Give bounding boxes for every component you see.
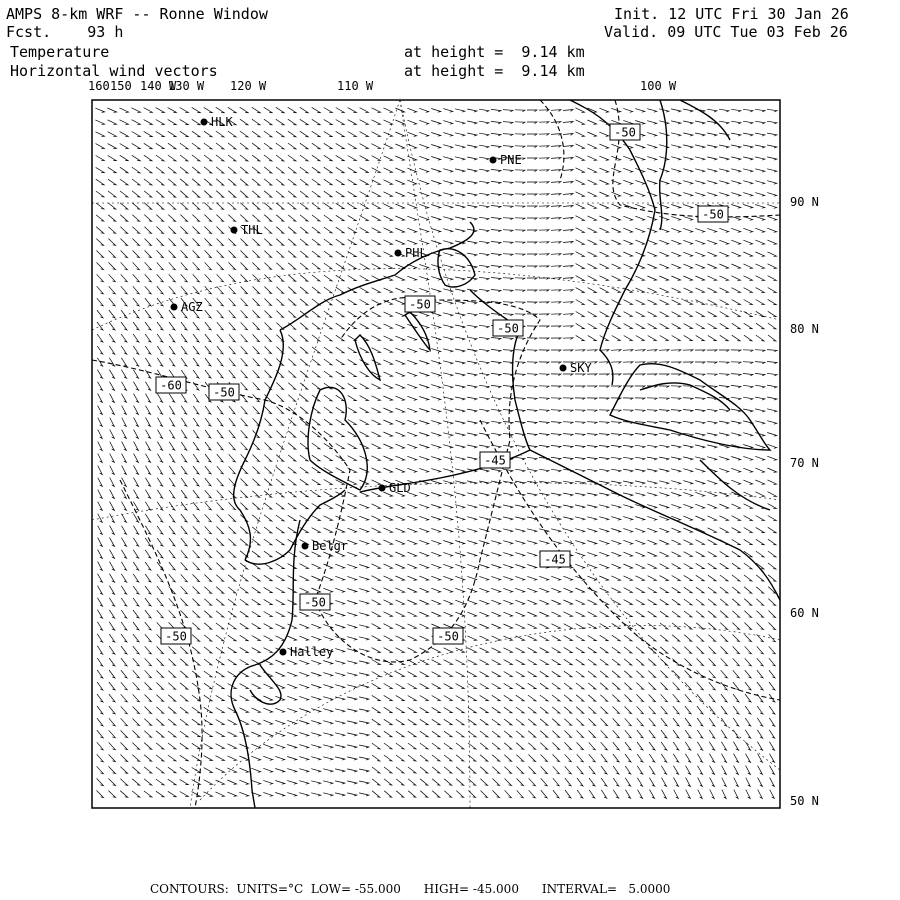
contour-label: -50 <box>409 297 431 312</box>
station-dot <box>560 365 567 372</box>
station-dot <box>395 250 402 257</box>
station-label: HLK <box>211 115 233 129</box>
contour-label: -50 <box>437 629 459 644</box>
field-temperature-label: Temperature <box>10 43 110 61</box>
valid-time: Valid. 09 UTC Tue 03 Feb 26 <box>604 23 848 41</box>
station-dot <box>280 649 287 656</box>
contour-label: -50 <box>165 629 187 644</box>
lon-label: 150 <box>110 79 132 93</box>
station-dot <box>201 119 208 126</box>
contour-label: -50 <box>213 385 235 400</box>
station-dot <box>231 227 238 234</box>
field-temperature-height: at height = 9.14 km <box>404 43 585 61</box>
station-dot <box>490 157 497 164</box>
lat-label: 80 N <box>790 322 819 336</box>
right-latitude-labels <box>790 195 819 808</box>
init-time: Init. 12 UTC Fri 30 Jan 26 <box>614 5 849 23</box>
wind-vectors <box>95 107 777 798</box>
contour-label: -50 <box>497 321 519 336</box>
lat-label: 90 N <box>790 195 819 209</box>
station-label: GLD <box>389 481 411 495</box>
station-label: PNE <box>500 153 522 167</box>
contour-label: -50 <box>304 595 326 610</box>
lon-label: 120 W <box>230 79 267 93</box>
station-label: Belgr <box>312 539 349 553</box>
lon-label: 160 <box>88 79 110 93</box>
station-label: PHL <box>405 246 427 260</box>
contour-label: -50 <box>614 125 636 140</box>
station-dot <box>379 485 386 492</box>
station-label: THL <box>241 223 263 237</box>
lon-label: 140 W <box>140 79 177 93</box>
contours-legend: CONTOURS: UNITS=°C LOW= -55.000 HIGH= -45.000 INTERVAL= 5.0000 <box>150 882 671 896</box>
lon-label: 100 W <box>640 79 677 93</box>
field-wind-label: Horizontal wind vectors <box>10 62 218 80</box>
lon-label: 110 W <box>337 79 374 93</box>
lat-label: 60 N <box>790 606 819 620</box>
station-label: AGZ <box>181 300 203 314</box>
wind-vector-arrows <box>95 107 777 798</box>
station-label: Halley <box>290 645 334 659</box>
lat-label: 70 N <box>790 456 819 470</box>
lon-label: 130 W <box>168 79 205 93</box>
station-label: SKY <box>570 361 592 375</box>
contour-label: -60 <box>160 378 182 393</box>
contour-label: -45 <box>544 552 566 567</box>
lat-label: 50 N <box>790 794 819 808</box>
model-title: AMPS 8-km WRF -- Ronne Window <box>6 5 268 23</box>
station-dot <box>302 543 309 550</box>
field-wind-height: at height = 9.14 km <box>404 62 585 80</box>
contour-label: -50 <box>702 207 724 222</box>
station-dot <box>171 304 178 311</box>
forecast-hour: Fcst. 93 h <box>6 23 124 41</box>
top-longitude-labels <box>88 79 677 93</box>
contour-label: -45 <box>484 453 506 468</box>
